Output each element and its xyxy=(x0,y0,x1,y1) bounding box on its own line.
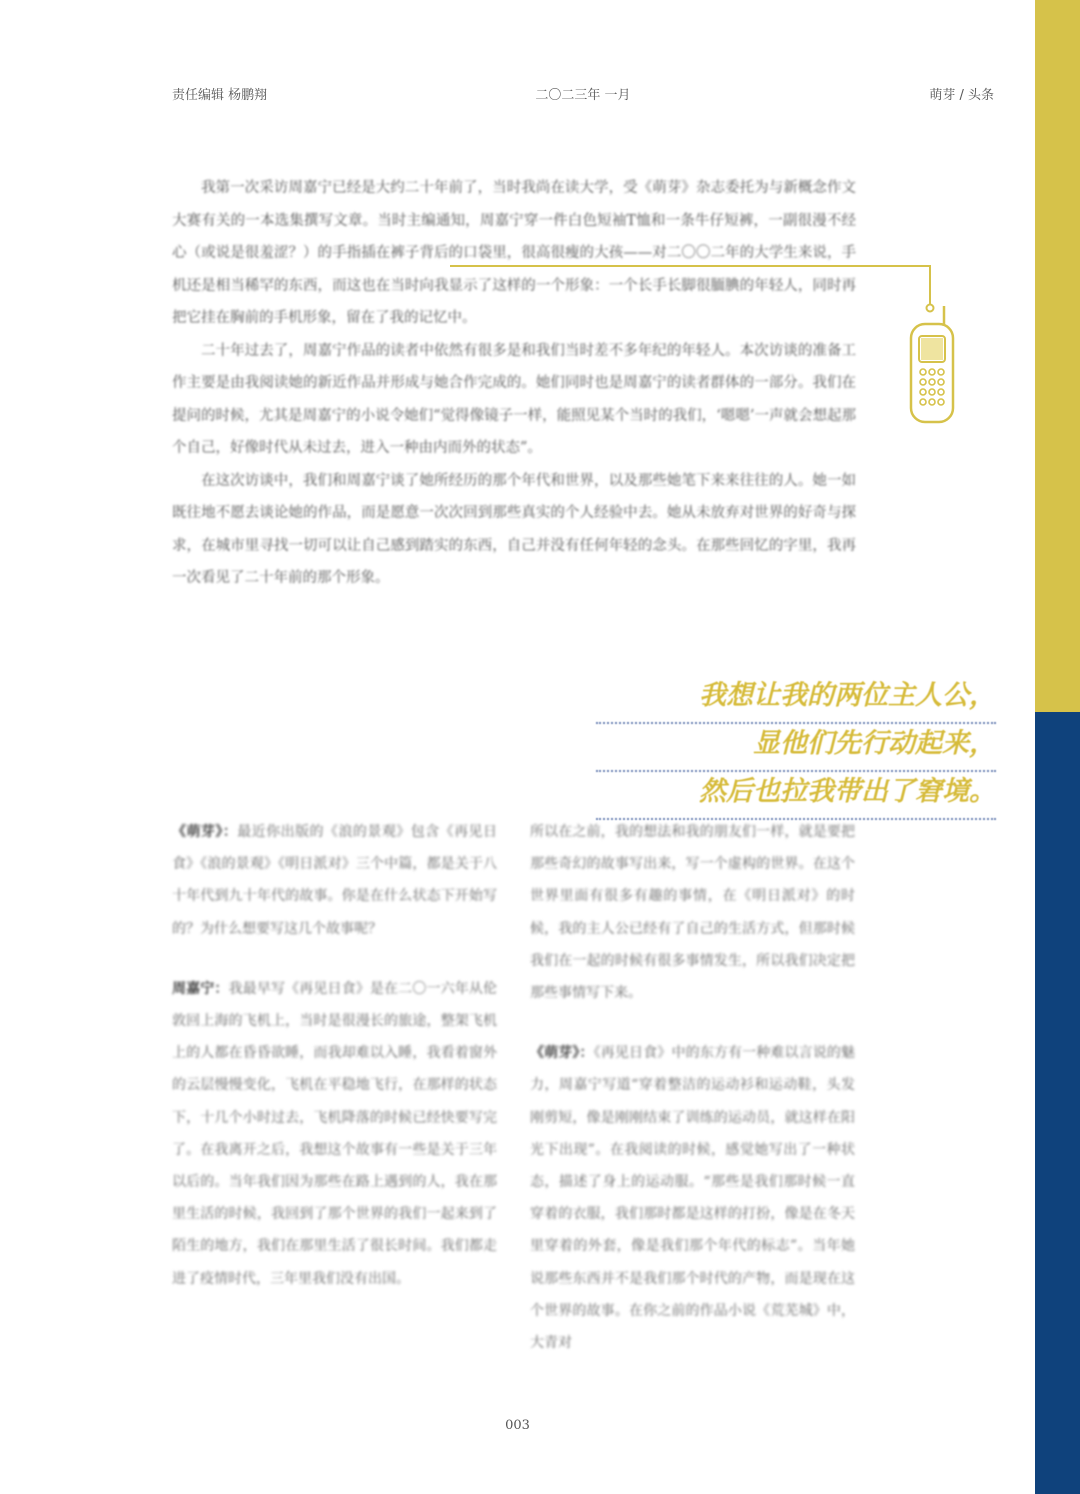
speaker-label: 《萌芽》： xyxy=(172,824,238,840)
page-header xyxy=(172,84,994,104)
callout-connector xyxy=(440,250,960,440)
interview-paragraph xyxy=(530,1037,855,1359)
intro-paragraph: 在这次访谈中，我们和周嘉宁谈了她所经历的那个年代和世界，以及那些她笔下来来往往的人。她一如既往地不愿去谈论她的作品，而是愿意一次次回到那些真实的个人经验中去。她从未放弃对世界的好奇与探求，在城市里寻找一切可以让自己感到踏实的东西，自己并没有任何年轻的念头。在那些回忆的字里，我再一次看见了二十年前的那个形象。 xyxy=(172,472,856,586)
interview-paragraph xyxy=(530,816,855,1009)
paragraph-text: 《再见日食》中的东方有一种难以言说的魅力，周嘉宁写道“穿着整洁的运动衫和运动鞋，头发刚剪短，像是刚刚结束了训练的运动员，就这样在阳光下出现”。在我阅读的时候，感觉她写出了一种状态，描述了身上的运动服。“那些是我们那时候一直穿着的衣服，我们那时都是这样的打扮，像是在冬天里穿着的外套，像是我们那个年代的标志”。当年她说那些东西并不是我们那个时代的产物，而是现在这个世界的故事。在你之前的作品小说《荒芜城》中，大青对 xyxy=(530,1045,856,1352)
interview-column-left xyxy=(172,816,497,1323)
interview-paragraph xyxy=(172,816,497,945)
side-stripe-blue xyxy=(1035,712,1080,1494)
paragraph-text: 最近你出版的《浪的景观》包含《再见日食》《浪的景观》《明日派对》三个中篇，都是关于八十年代到九十年代的故事。你是在什么状态下开始写的？为什么想要写这几个故事呢？ xyxy=(172,824,498,937)
pull-quote-line: 然后也拉我带出了窘境。 xyxy=(596,772,996,820)
speaker-label: 《萌芽》： xyxy=(530,1045,594,1062)
intro-paragraph: 我第一次采访周嘉宁已经是大约二十年前了，当时我尚在读大学，受《萌芽》杂志委托为与新概念作文大赛有关的一本选集撰写文章。当时主编通知，周嘉宁穿一件白色短袖T恤和一条牛仔短裤，一副很漫不经心（或说是很羞涩？）的手指插在裤子背后的口袋里，很高很瘦的大孩——对二〇〇二年的大学生来说，手机还是相当稀罕的东西，而这也在当时向我显示了这样的一个形象：一个长手长脚很腼腆的年轻人，同时再把它挂在胸前的手机形象，留在了我的记忆中。 xyxy=(172,180,856,326)
interview-column-right xyxy=(530,816,855,1387)
speaker-label: 周嘉宁： xyxy=(172,980,229,997)
paragraph-text: 我最早写《再见日食》是在二〇一六年从伦敦回上海的飞机上，当时是很漫长的旅途，整架飞机上的人都在昏昏欲睡，而我却难以入睡，我看着窗外的云层慢慢变化，飞机在平稳地飞行，在那样的状态下，十几个小时过去，飞机降落的时候已经快要写完了。在我离开之后，我想这个故事有一些是关于三年以后的。当年我们因为那些在路上遇到的人，我在那里生活的时候，我回到了那个世界的我们一起来到了陌生的地方，我们在那里生活了很长时间。我们都走进了疫情时代，三年里我们没有出国。 xyxy=(172,980,498,1287)
paragraph-text: 所以在之前，我的想法和我的朋友们一样，就是要把那些奇幻的故事写出来，写一个虚构的世界。在这个世界里面有很多有趣的事情，在《明日派对》的时候，我的主人公已经有了自己的生活方式，但那时候我们在一起的时候有很多事情发生，所以我们决定把那些事情写下来。 xyxy=(530,824,855,1002)
intro-paragraph: 二十年过去了，周嘉宁作品的读者中依然有很多是和我们当时差不多年纪的年轻人。本次访谈的准备工作主要是由我阅读她的新近作品并形成与她合作完成的。她们同时也是周嘉宁的读者群体的一部分。我们在提问的时候，尤其是周嘉宁的小说令她们“觉得像镜子一样，能照见某个当时的我们，‘嗯嗯’一声就会想起那个自己，好像时代从未过去，进入一种由内而外的状态”。 xyxy=(172,342,856,456)
issue-date: 二〇二三年 一月 xyxy=(535,88,631,103)
side-stripe-yellow xyxy=(1035,0,1080,712)
interview-paragraph xyxy=(172,973,497,1295)
section-label: 萌芽 / 头条 xyxy=(929,88,994,103)
editor-credit: 责任编辑 杨鹏翔 xyxy=(172,88,268,103)
pull-quote-line: 我想让我的两位主人公， xyxy=(596,676,996,724)
mobile-phone-icon xyxy=(908,300,960,428)
page-number: 003 xyxy=(505,1418,530,1433)
pull-quote-line: 显他们先行动起来， xyxy=(596,724,996,772)
pull-quote xyxy=(596,676,996,820)
